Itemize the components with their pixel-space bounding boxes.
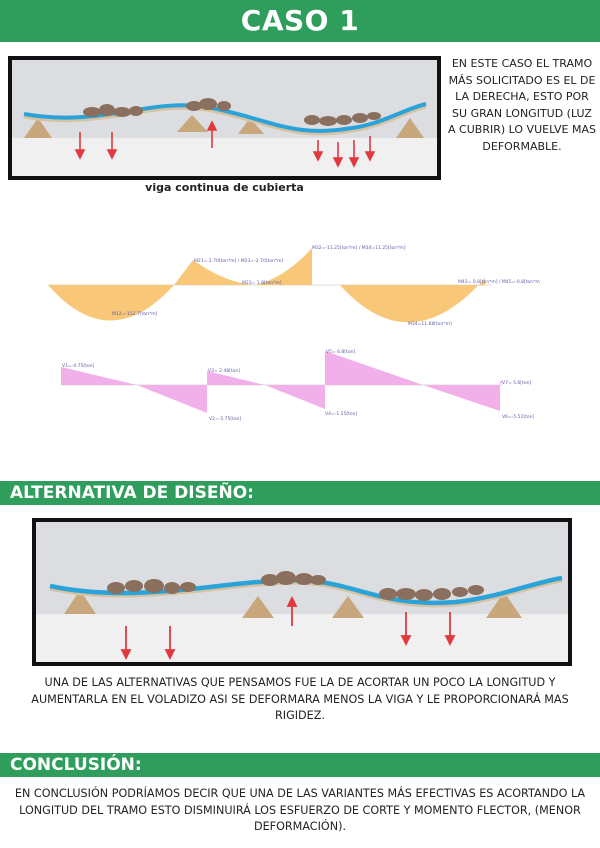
shear-label-4: V4=-1.55[ton] <box>325 412 358 417</box>
shear-label-2: V2=-5.75[ton] <box>209 417 242 422</box>
shear-area-4 <box>265 385 325 409</box>
shear-label-5: V5= 6.8[ton] <box>326 350 356 355</box>
conclusion-heading: CONCLUSIÓN: <box>0 753 600 777</box>
photo-caption: viga continua de cubierta <box>145 181 304 194</box>
conclusion-text: EN CONCLUSIÓN PODRÍAMOS DECIR QUE UNA DE LAS VARIANTES MÁS EFECTIVAS ES ACORTANDO LA LONGITUD DEL TRAMO ESTO DISMINUIRÁ LOS ESFUERZO DE CORTE Y MOMENTO FLECTOR, (MENOR DEFORMACIÓN). <box>14 787 586 833</box>
shear-label-3: V3= 2.48[ton] <box>208 369 241 374</box>
shear-area-6 <box>423 385 500 411</box>
moment-label-6: M43= 0.8[ton*m] / M45=-0.8[ton*m] <box>458 280 540 285</box>
shear-label-7: V7= 5.6[ton] <box>502 381 532 386</box>
shear-area-5 <box>325 351 423 385</box>
shear-area-2 <box>137 385 207 413</box>
alternative-heading: ALTERNATIVA DE DISEÑO: <box>0 481 600 505</box>
shear-force-diagram <box>55 345 540 425</box>
moment-label-5: M34=11.68[ton*m] <box>408 322 452 327</box>
moment-label-3: M23= 1.8[ton*m] <box>242 281 282 286</box>
beam-model-illustration <box>12 60 437 176</box>
moment-label-4: M32=-11.25[ton*m] / M34=11.25[ton*m] <box>312 246 406 251</box>
moment-label-2: M21= 2.70[ton*m] / M23=-2.70[ton*m] <box>194 259 284 264</box>
beam-photo-case1 <box>8 56 441 180</box>
beam-model-alt-illustration <box>36 522 568 662</box>
page-title: CASO 1 <box>0 0 600 42</box>
shear-label-1: V1=-4.75[ton] <box>62 364 95 369</box>
beam-photo-alternative <box>32 518 572 666</box>
bending-moment-diagram <box>40 238 540 333</box>
shear-label-6: V6=-5.51[ton] <box>502 415 535 420</box>
alternative-description: UNA DE LAS ALTERNATIVAS QUE PENSAMOS FUE LA DE ACORTAR UN POCO LA LONGITUD Y AUMENTARLA EN EL VOLADIZO ASI SE DEFORMARA MENOS LA VIGA Y LE PROPORCIONARÁ MAS RIGIDEZ. <box>31 676 569 722</box>
case1-description: EN ESTE CASO EL TRAMO MÁS SOLICITADO ES EL DE LA DERECHA, ESTO POR SU GRAN LONGITUD (LUZ A CUBRIR) LO VUELVE MAS DEFORMABLE. <box>448 57 596 153</box>
moment-label-1: M12=-152.7[ton*m] <box>112 312 158 317</box>
shear-area-1 <box>61 367 137 385</box>
moment-area-2 <box>174 248 312 285</box>
